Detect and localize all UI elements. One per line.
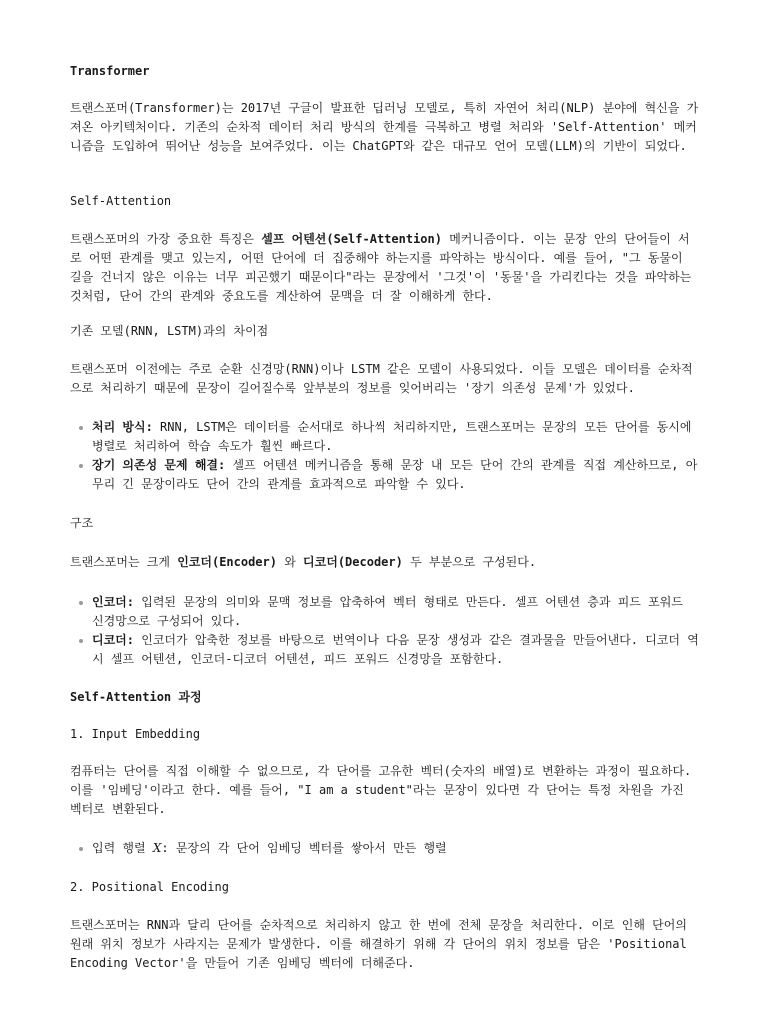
list-item: 디코더: 인코더가 압축한 정보를 바탕으로 번역이나 다음 문장 생성과 같은 결과물을 만들어낸다. 디코더 역시 셀프 어텐션, 인코더-디코더 어텐션, 피드 포워드 신경망을 포함한다. bbox=[70, 631, 700, 669]
list-item: 처리 방식: RNN, LSTM은 데이터를 순서대로 하나씩 처리하지만, 트랜스포머는 문장의 모든 단어를 동시에 병렬로 처리하여 학습 속도가 훨씬 빠르다. bbox=[70, 418, 700, 456]
comparison-list bbox=[70, 418, 700, 494]
comparison-heading: 기존 모델(RNN, LSTM)과의 차이점 bbox=[70, 324, 269, 338]
step2-heading: 2. Positional Encoding bbox=[70, 880, 229, 894]
structure-heading: 구조 bbox=[70, 516, 94, 530]
decoder-term: 디코더(Decoder) bbox=[303, 555, 403, 569]
step1-list bbox=[70, 839, 700, 858]
intro-paragraph: 트랜스포머(Transformer)는 2017년 구글이 발표한 딥러닝 모델로, 특히 자연어 처리(NLP) 분야에 혁신을 가져온 아키텍처이다. 기존의 순차적 데이터 처리 방식의 한계를 극복하고 병렬 처리와 'Self-Attention' 메커니즘을 도입하여 뛰어난 성능을 보여주었다. 이는 ChatGPT와 같은 대규모 언어 모델(LLM)의 기반이 되었다. bbox=[70, 101, 699, 153]
self-attention-term: 셀프 어텐션(Self-Attention) bbox=[261, 232, 442, 246]
list-item: 입력 행렬 X: 문장의 각 단어 임베딩 벡터를 쌓아서 만든 행렬 bbox=[70, 839, 700, 858]
list-item: 장기 의존성 문제 해결: 셀프 어텐션 메커니즘을 통해 문장 내 모든 단어 간의 관계를 직접 계산하므로, 아무리 긴 문장이라도 단어 간의 관계를 효과적으로 파악할 수 있다. bbox=[70, 456, 700, 494]
list-item: 인코더: 입력된 문장의 의미와 문맥 정보를 압축하여 벡터 형태로 만든다. 셀프 어텐션 층과 피드 포워드 신경망으로 구성되어 있다. bbox=[70, 593, 700, 631]
comparison-paragraph: 트랜스포머 이전에는 주로 순환 신경망(RNN)이나 LSTM 같은 모델이 사용되었다. 이들 모델은 데이터를 순차적으로 처리하기 때문에 문장이 길어질수록 앞부분의 정보를 잊어버리는 '장기 의존성 문제'가 있었다. bbox=[70, 362, 693, 395]
doc-title: Transformer bbox=[70, 64, 150, 78]
self-attention-heading: Self-Attention bbox=[70, 194, 172, 208]
step1-heading: 1. Input Embedding bbox=[70, 727, 201, 741]
self-attention-paragraph: 트랜스포머의 가장 중요한 특징은 셀프 어텐션(Self-Attention) 메커니즘이다. 이는 문장 안의 단어들이 서로 어떤 관계를 맺고 있는지, 어떤 단어에 더 집중해야 하는지를 파악하는 방식이다. 예를 들어, "그 동물이 길을 건너지 않은 이유는 너무 피곤했기 때문이다"라는 문장에서 '그것'이 '동물'을 가리킨다는 것을 파악하는 것처럼, 단어 간의 관계와 중요도를 계산하여 문맥을 더 잘 이해하게 한다. bbox=[70, 232, 692, 303]
structure-list bbox=[70, 593, 700, 669]
process-heading: Self-Attention 과정 bbox=[70, 690, 202, 704]
encoder-term: 인코더(Encoder) bbox=[177, 555, 277, 569]
math-symbol: X bbox=[152, 841, 162, 855]
step1-paragraph: 컴퓨터는 단어를 직접 이해할 수 없으므로, 각 단어를 고유한 벡터(숫자의 배열)로 변환하는 과정이 필요하다. 이를 '임베딩'이라고 한다. 예를 들어, "I am a student"라는 문장이 있다면 각 단어는 특정 차원을 가진 벡터로 변환된다. bbox=[70, 764, 692, 816]
structure-paragraph: 트랜스포머는 크게 인코더(Encoder) 와 디코더(Decoder) 두 부분으로 구성된다. bbox=[70, 555, 537, 569]
step2-paragraph: 트랜스포머는 RNN과 달리 단어를 순차적으로 처리하지 않고 한 번에 전체 문장을 처리한다. 이로 인해 단어의 원래 위치 정보가 사라지는 문제가 발생한다. 이를 해결하기 위해 각 단어의 위치 정보를 담은 'Positional Encoding Vector'을 만들어 기존 임베딩 벡터에 더해준다. bbox=[70, 918, 687, 970]
